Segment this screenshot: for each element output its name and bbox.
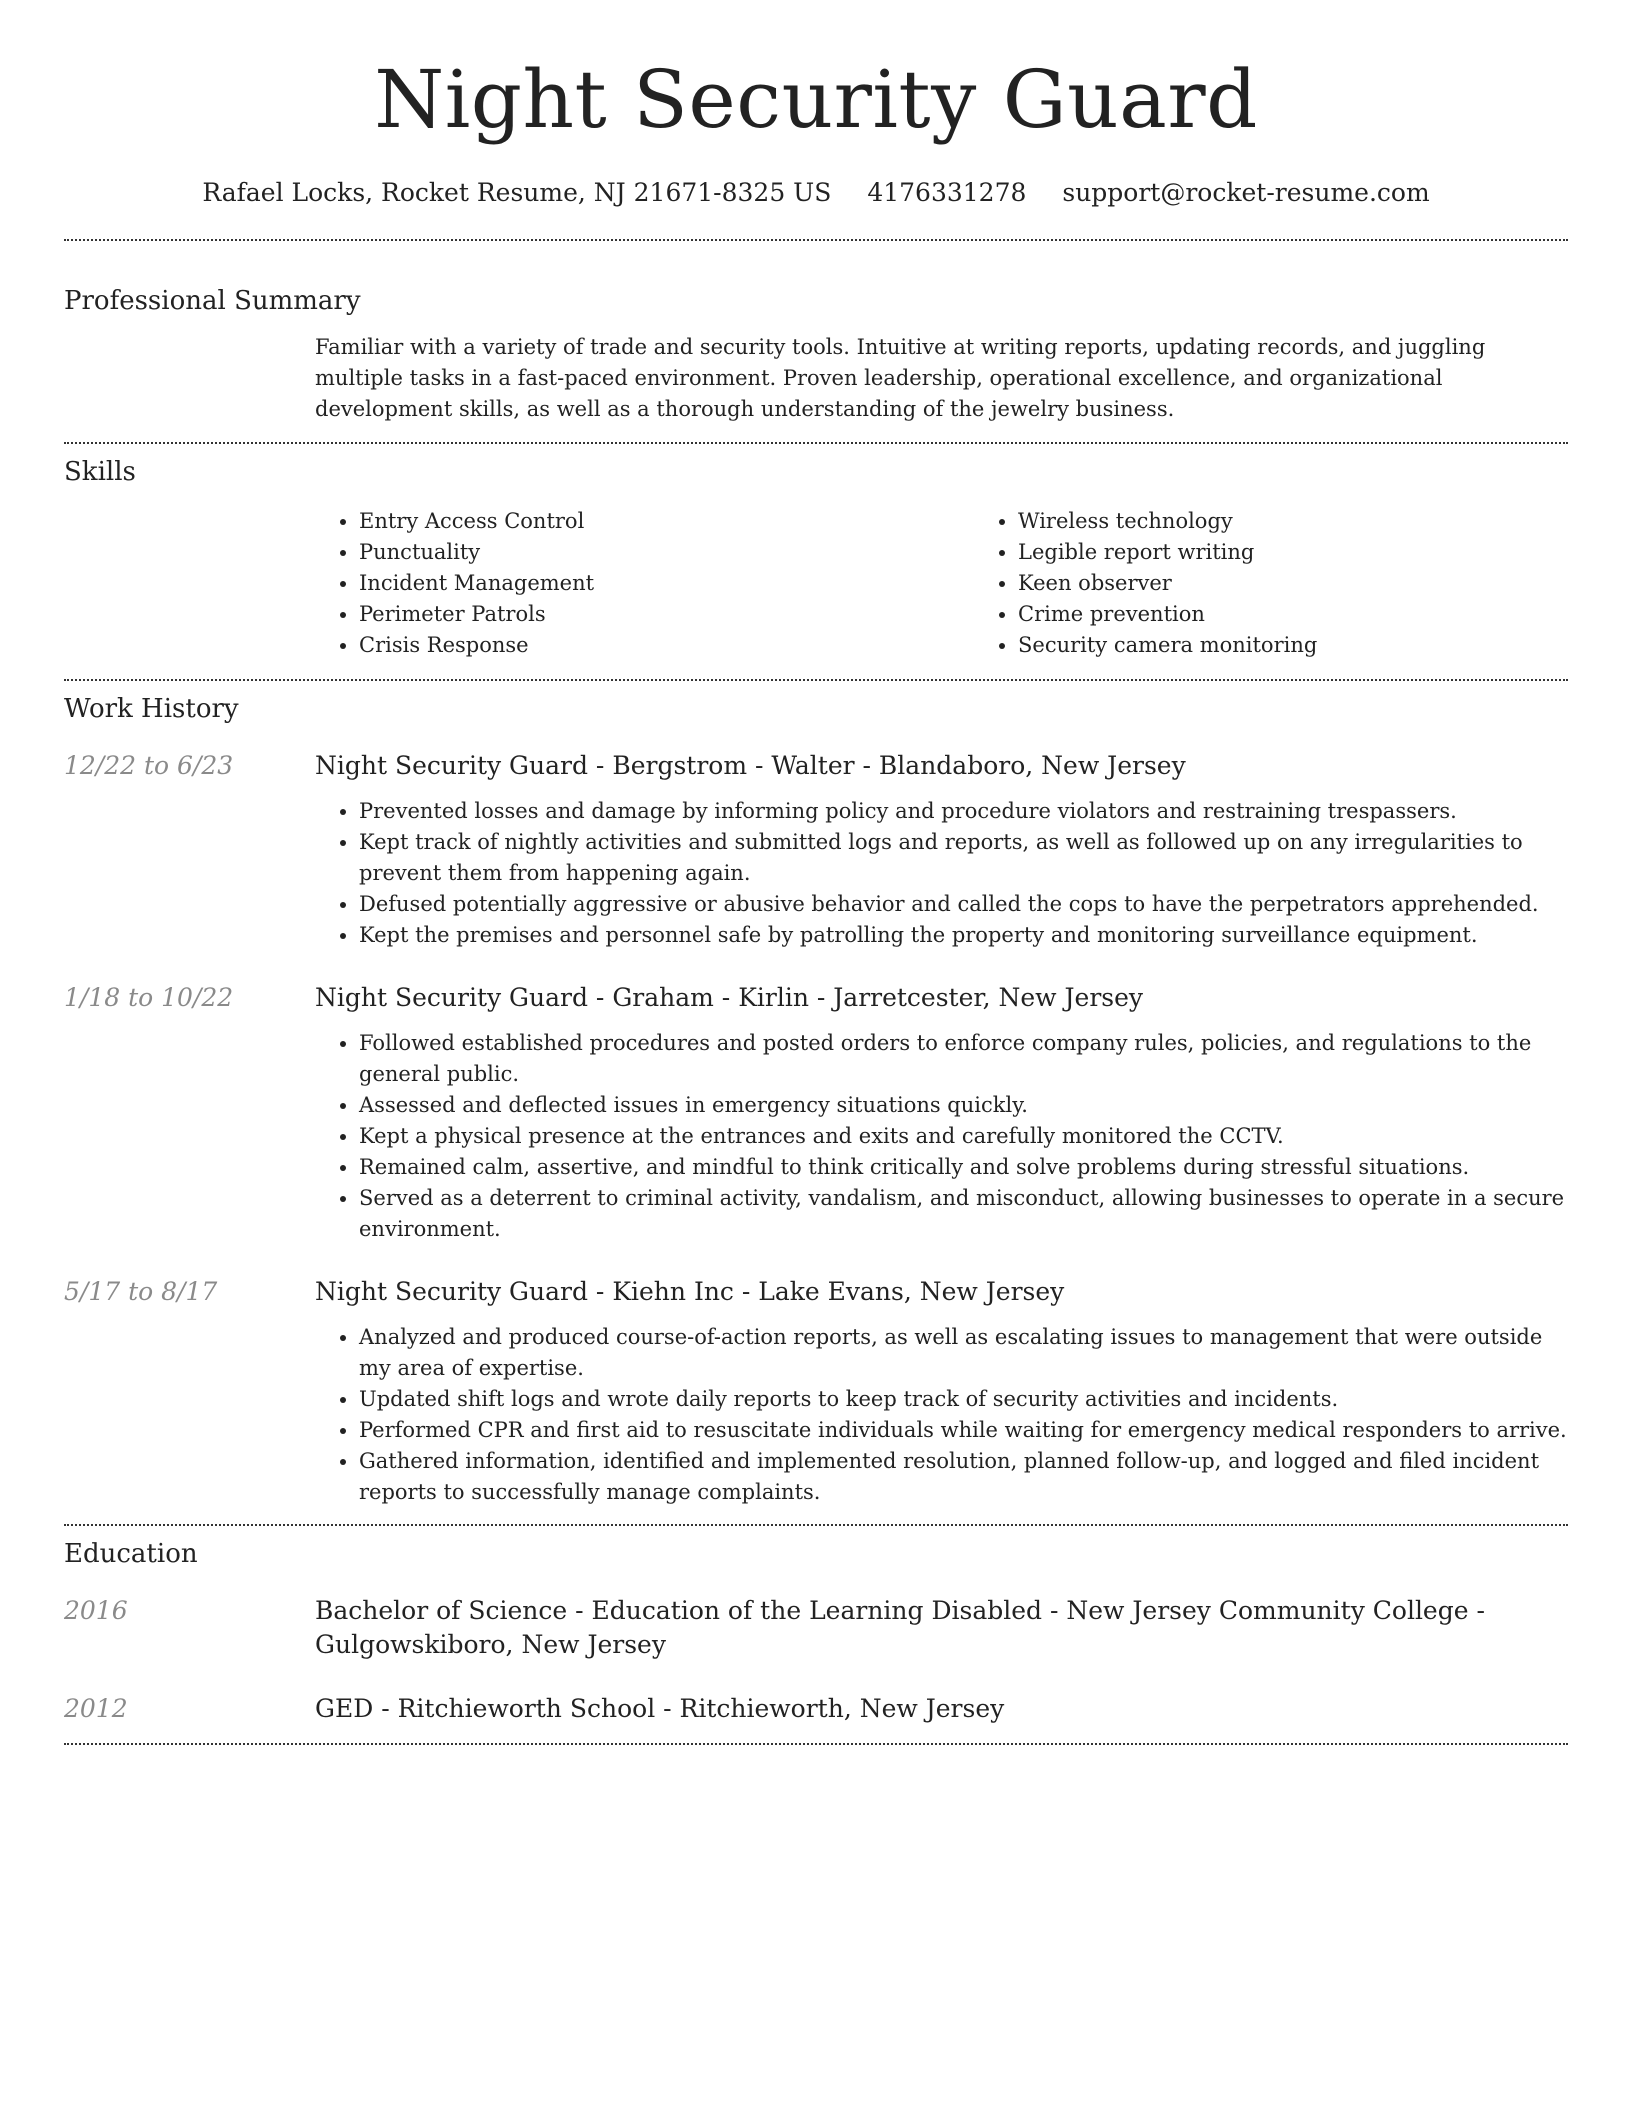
job-bullet: • Performed CPR and first aid to resuscitate individuals while waiting for emergency medical responders to arrive. bbox=[359, 1415, 1568, 1446]
job-bullet: • Kept the premises and personnel safe by patrolling the property and monitoring surveillance equipment. bbox=[359, 920, 1568, 951]
skill-item: • Keen observer bbox=[1018, 568, 1632, 599]
skill-item: • Legible report writing bbox=[1018, 537, 1632, 568]
divider bbox=[64, 239, 1568, 241]
education-entry bbox=[64, 1594, 1568, 1662]
job-entry bbox=[64, 1275, 1568, 1508]
job-bullet: • Analyzed and produced course-of-action reports, as well as escalating issues to management that were outside my area of expertise. bbox=[359, 1322, 1568, 1384]
skills-column-1 bbox=[315, 506, 974, 661]
summary-text: Familiar with a variety of trade and security tools. Intuitive at writing reports, updating records, and juggling multiple tasks in a fast-paced environment. Proven leadership, operational excellence, and organizational development skills, as well as a thorough understanding of the jewelry business. bbox=[315, 335, 1486, 421]
divider bbox=[64, 679, 1568, 681]
divider bbox=[64, 442, 1568, 444]
education-year: 2016 bbox=[64, 1596, 128, 1625]
education-detail: GED - Ritchieworth School - Ritchieworth, New Jersey bbox=[315, 1694, 1005, 1723]
job-bullet: • Kept track of nightly activities and submitted logs and reports, as well as followed up on any irregularities to prevent them from happening again. bbox=[359, 827, 1568, 889]
job-entry bbox=[64, 749, 1568, 951]
skill-item: • Perimeter Patrols bbox=[359, 599, 974, 630]
resume-title: Night Security Guard bbox=[374, 53, 1258, 146]
education-year: 2012 bbox=[64, 1694, 128, 1723]
section-title-skills: Skills bbox=[64, 457, 136, 487]
job-dates: 12/22 to 6/23 bbox=[64, 751, 234, 780]
job-bullet: • Remained calm, assertive, and mindful to think critically and solve problems during stressful situations. bbox=[359, 1152, 1568, 1183]
job-bullet: • Updated shift logs and wrote daily reports to keep track of security activities and incidents. bbox=[359, 1384, 1568, 1415]
skill-item: • Security camera monitoring bbox=[1018, 630, 1632, 661]
section-title-work-history: Work History bbox=[64, 694, 239, 724]
skill-item: • Crisis Response bbox=[359, 630, 974, 661]
resume-header bbox=[64, 0, 1568, 210]
education-detail: Bachelor of Science - Education of the Learning Disabled - New Jersey Community College - Gulgowskiboro, New Jersey bbox=[315, 1596, 1485, 1659]
skill-item: • Crime prevention bbox=[1018, 599, 1632, 630]
job-bullet: • Kept a physical presence at the entrances and exits and carefully monitored the CCTV. bbox=[359, 1121, 1568, 1152]
skill-item: • Wireless technology bbox=[1018, 506, 1632, 537]
job-title: Night Security Guard - Graham - Kirlin - Jarretcester, New Jersey bbox=[315, 983, 1144, 1012]
job-bullet: • Followed established procedures and posted orders to enforce company rules, policies, and regulations to the general public. bbox=[359, 1028, 1568, 1090]
resume-page bbox=[64, 0, 1568, 1745]
job-bullet: • Gathered information, identified and implemented resolution, planned follow-up, and logged and filed incident reports to successfully manage complaints. bbox=[359, 1446, 1568, 1508]
divider bbox=[64, 1743, 1568, 1745]
job-entry bbox=[64, 981, 1568, 1245]
job-bullets bbox=[315, 1028, 1568, 1245]
job-bullet: • Defused potentially aggressive or abusive behavior and called the cops to have the perpetrators apprehended. bbox=[359, 889, 1568, 920]
summary-row bbox=[64, 332, 1568, 425]
skills-column-2 bbox=[974, 506, 1632, 661]
section-title-summary: Professional Summary bbox=[64, 286, 361, 316]
job-dates: 5/17 to 8/17 bbox=[64, 1277, 218, 1306]
education-entry bbox=[64, 1692, 1568, 1726]
section-title-education: Education bbox=[64, 1539, 198, 1569]
job-bullets bbox=[315, 1322, 1568, 1508]
job-bullets bbox=[315, 796, 1568, 951]
skills-list bbox=[315, 506, 1632, 661]
skill-item: • Incident Management bbox=[359, 568, 974, 599]
contact-line bbox=[64, 176, 1568, 210]
contact-email: support@rocket-resume.com bbox=[1062, 178, 1430, 207]
divider bbox=[64, 1524, 1568, 1526]
skills-row bbox=[64, 506, 1568, 661]
job-title: Night Security Guard - Kiehn Inc - Lake Evans, New Jersey bbox=[315, 1277, 1065, 1306]
job-bullet: • Assessed and deflected issues in emergency situations quickly. bbox=[359, 1090, 1568, 1121]
job-dates: 1/18 to 10/22 bbox=[64, 983, 234, 1012]
contact-address: Rafael Locks, Rocket Resume, NJ 21671-8325 US bbox=[202, 178, 832, 207]
skill-item: • Punctuality bbox=[359, 537, 974, 568]
skill-item: • Entry Access Control bbox=[359, 506, 974, 537]
job-bullet: • Prevented losses and damage by informing policy and procedure violators and restraining trespassers. bbox=[359, 796, 1568, 827]
job-title: Night Security Guard - Bergstrom - Walter - Blandaboro, New Jersey bbox=[315, 751, 1186, 780]
job-bullet: • Served as a deterrent to criminal activity, vandalism, and misconduct, allowing businesses to operate in a secure environment. bbox=[359, 1183, 1568, 1245]
contact-phone: 4176331278 bbox=[867, 178, 1027, 207]
